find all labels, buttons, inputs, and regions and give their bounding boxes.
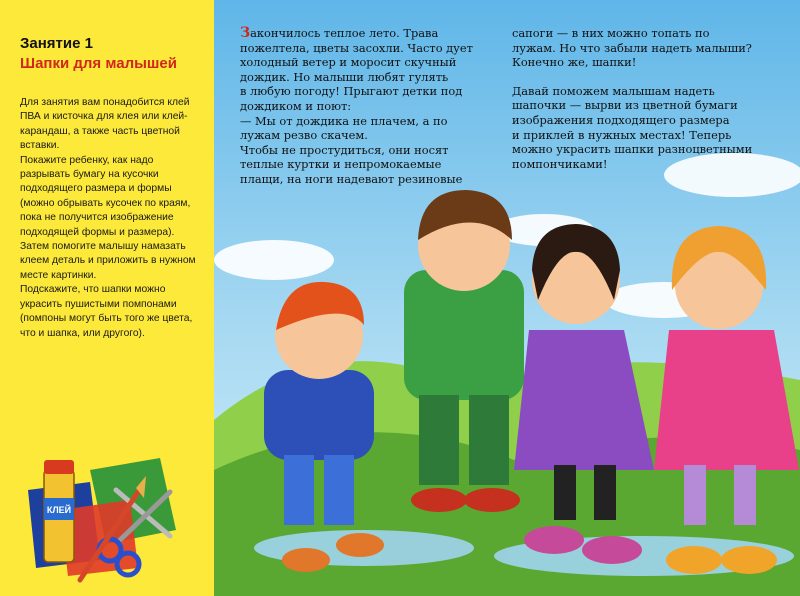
story-line: дождик. Но малыши любят гулять bbox=[240, 69, 449, 84]
story-line: можно украсить шапки разноцветными bbox=[512, 142, 753, 157]
instructions-paragraph: Подскажите, что шапки можно украсить пушистыми помпонами (помпоны могут быть того же цвета, что и шапка, или другого). bbox=[20, 284, 193, 339]
glue-stick-icon bbox=[44, 460, 74, 562]
glue-label: КЛЕЙ bbox=[46, 505, 72, 515]
instructions-sidebar bbox=[0, 0, 214, 596]
craft-supplies-illustration bbox=[20, 440, 200, 590]
story-line: теплые куртки и непромокаемые bbox=[240, 157, 442, 172]
story-line: помпончиками! bbox=[512, 156, 608, 171]
story-line: лужам резво скачем. bbox=[240, 128, 368, 143]
story-line: Конечно же, шапки! bbox=[512, 55, 637, 70]
story-line: в любую погоду! Прыгают детки под bbox=[240, 84, 463, 99]
story-column-2 bbox=[512, 26, 784, 171]
story-line: плащи, на ноги надевают резиновые bbox=[240, 171, 463, 186]
story-line: лужам. Но что забыли надеть малыши? bbox=[512, 40, 752, 55]
instructions-paragraph: Покажите ребенку, как надо разрывать бумагу на кусочки подходящего размера и формы (можно обрывать кусочек по краям, пока не получится изображение подходящей формы и размера). Затем помогите малышу намазать клеем деталь и приложить в нужном месте картинки. bbox=[20, 154, 196, 281]
story-line: холодный ветер и моросит скучный bbox=[240, 55, 457, 70]
story-line: изображения подходящего размера bbox=[512, 112, 730, 127]
story-line: Давай поможем малышам надеть bbox=[512, 83, 715, 98]
story-line: Закончилось теплое лето. Трава bbox=[240, 25, 439, 41]
story-column-1 bbox=[240, 26, 480, 187]
story-line: — Мы от дождика не плачем, а по bbox=[240, 113, 448, 128]
story-line: шапочки — вырви из цветной бумаги bbox=[512, 98, 738, 113]
story-line: Чтобы не простудиться, они носят bbox=[240, 142, 449, 157]
story-line: и приклей в нужных местах! Теперь bbox=[512, 127, 732, 142]
lesson-title: Шапки для малышей bbox=[20, 55, 177, 72]
instructions-paragraph: Для занятия вам понадобится клей ПВА и кисточка для клея или клей-карандаш, а также часть цветной вставки. bbox=[20, 97, 190, 152]
instructions-text bbox=[20, 96, 204, 341]
story-line: пожелтела, цветы засохли. Часто дует bbox=[240, 40, 473, 55]
lesson-number: Занятие 1 bbox=[20, 35, 93, 52]
story-line: дождиком и поют: bbox=[240, 98, 352, 113]
story-line: сапоги — в них можно топать по bbox=[512, 26, 710, 40]
dropcap: З bbox=[240, 25, 251, 41]
lesson-heading bbox=[20, 34, 177, 74]
